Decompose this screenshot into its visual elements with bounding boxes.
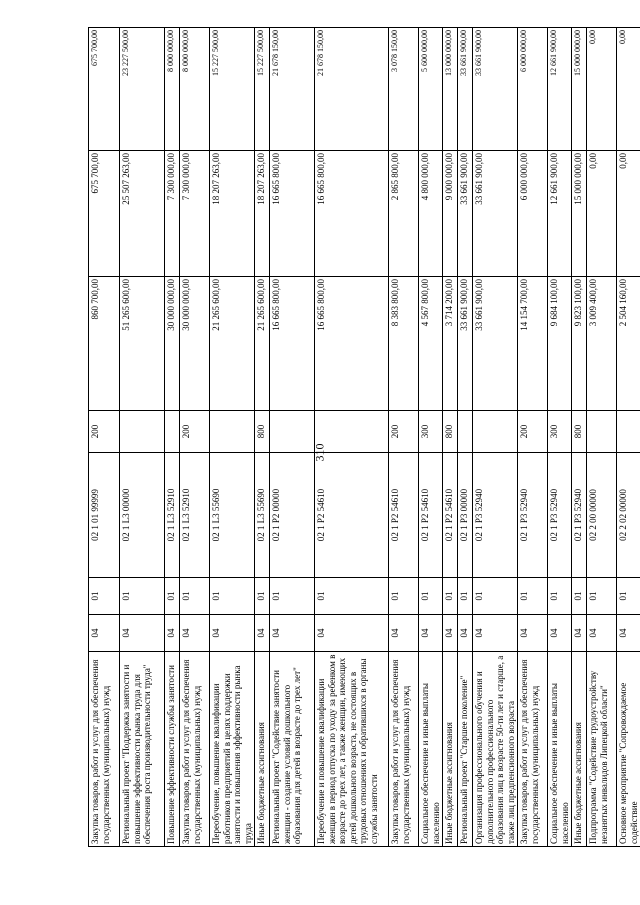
amount-year-2: 9 000 000,00 — [443, 151, 458, 277]
expense-type-code — [210, 411, 255, 453]
subsection-code: 01 — [572, 578, 587, 615]
amount-year-3: 6 000 000,00 — [518, 28, 548, 151]
amount-year-2: 33 661 900,00 — [458, 151, 473, 277]
amount-year-1: 33 661 900,00 — [473, 277, 518, 411]
amount-year-3: 15 000 000,00 — [572, 28, 587, 151]
amount-year-3: 8 000 000,00 — [180, 28, 210, 151]
subsection-code: 01 — [255, 578, 270, 615]
amount-year-1: 33 661 900,00 — [458, 277, 473, 411]
target-article-code: 02 2 02 00000 — [617, 453, 640, 578]
amount-year-2: 16 665 800,00 — [270, 151, 315, 277]
amount-year-2: 675 700,00 — [89, 151, 120, 277]
section-code: 04 — [548, 615, 572, 652]
amount-year-3: 15 227 500,00 — [255, 28, 270, 151]
section-code: 04 — [617, 615, 640, 652]
section-code: 04 — [255, 615, 270, 652]
amount-year-2: 4 800 000,00 — [419, 151, 443, 277]
amount-year-2: 0,00 — [587, 151, 617, 277]
section-code: 04 — [180, 615, 210, 652]
amount-year-1: 3 009 400,00 — [587, 277, 617, 411]
subsection-code: 01 — [419, 578, 443, 615]
target-article-code: 02 1 P2 54610 — [389, 453, 419, 578]
table-row — [473, 28, 518, 847]
target-article-code: 02 1 01 99999 — [89, 453, 120, 578]
section-code: 04 — [587, 615, 617, 652]
target-article-code: 02 1 L3 55690 — [255, 453, 270, 578]
expense-type-code — [473, 411, 518, 453]
row-name: Иные бюджетные ассигнования — [443, 652, 458, 847]
amount-year-1: 16 665 800,00 — [270, 277, 315, 411]
subsection-code: 01 — [210, 578, 255, 615]
section-code: 04 — [389, 615, 419, 652]
target-article-code: 02 2 00 00000 — [587, 453, 617, 578]
table-row — [443, 28, 458, 847]
subsection-code: 01 — [120, 578, 165, 615]
section-code: 04 — [165, 615, 180, 652]
target-article-code: 02 1 P3 52940 — [548, 453, 572, 578]
row-name: Иные бюджетные ассигнования — [572, 652, 587, 847]
table-row — [572, 28, 587, 847]
target-article-code: 02 1 P3 00000 — [458, 453, 473, 578]
table-row — [548, 28, 572, 847]
amount-year-1: 2 504 160,00 — [617, 277, 640, 411]
amount-year-3: 33 661 900,00 — [458, 28, 473, 151]
amount-year-3: 21 678 150,00 — [270, 28, 315, 151]
section-code: 04 — [473, 615, 518, 652]
subsection-code: 01 — [548, 578, 572, 615]
expense-type-code — [120, 411, 165, 453]
target-article-code: 02 1 L3 55690 — [210, 453, 255, 578]
amount-year-1: 3 714 200,00 — [443, 277, 458, 411]
target-article-code: 02 1 P2 54610 — [315, 453, 389, 578]
row-name: Иные бюджетные ассигнования — [255, 652, 270, 847]
amount-year-1: 30 000 000,00 — [165, 277, 180, 411]
table-row — [458, 28, 473, 847]
amount-year-3: 8 000 000,00 — [165, 28, 180, 151]
budget-table — [88, 27, 640, 847]
table-row — [518, 28, 548, 847]
row-name: Региональный проект "Поддержка занятости и повышение эффективности рынка труда для обеспечения роста производительности труда" — [120, 652, 165, 847]
expense-type-code — [617, 411, 640, 453]
expense-type-code — [587, 411, 617, 453]
row-name: Переобучение и повышение квалификации женщин в период отпуска по уходу за ребенком в возрасте до трех лет, а также женщин, имеющих детей дошкольного возраста, не состоящих в трудовых отношениях и обратившихся в органы службы занятости — [315, 652, 389, 847]
amount-year-3: 13 000 000,00 — [443, 28, 458, 151]
table-row — [617, 28, 640, 847]
row-name: Закупка товаров, работ и услуг для обеспечения государственных (муниципальных) нужд — [89, 652, 120, 847]
amount-year-1: 860 700,00 — [89, 277, 120, 411]
target-article-code: 02 1 P3 52940 — [518, 453, 548, 578]
amount-year-3: 675 700,00 — [89, 28, 120, 151]
section-code: 04 — [419, 615, 443, 652]
expense-type-code: 800 — [255, 411, 270, 453]
section-code: 04 — [443, 615, 458, 652]
row-name: Региональный проект "Содействие занятости женщин - создание условий дошкольного образования для детей в возрасте до трех лет" — [270, 652, 315, 847]
target-article-code: 02 1 P2 54610 — [443, 453, 458, 578]
row-name: Закупка товаров, работ и услуг для обеспечения государственных (муниципальных) нужд — [389, 652, 419, 847]
amount-year-3: 15 227 500,00 — [210, 28, 255, 151]
amount-year-1: 14 154 700,00 — [518, 277, 548, 411]
amount-year-3: 23 227 500,00 — [120, 28, 165, 151]
amount-year-2: 16 665 800,00 — [315, 151, 389, 277]
subsection-code: 01 — [89, 578, 120, 615]
amount-year-3: 33 661 900,00 — [473, 28, 518, 151]
subsection-code: 01 — [270, 578, 315, 615]
table-row — [389, 28, 419, 847]
target-article-code: 02 1 P3 52940 — [473, 453, 518, 578]
row-name: Подпрограмма "Содействие трудоустройству незанятых инвалидов Липецкой области" — [587, 652, 617, 847]
amount-year-1: 21 265 600,00 — [210, 277, 255, 411]
subsection-code: 01 — [315, 578, 389, 615]
expense-type-code: 200 — [180, 411, 210, 453]
subsection-code: 01 — [443, 578, 458, 615]
expense-type-code — [315, 411, 389, 453]
table-row — [210, 28, 255, 847]
subsection-code: 01 — [180, 578, 210, 615]
amount-year-1: 4 567 800,00 — [419, 277, 443, 411]
expense-type-code — [458, 411, 473, 453]
table-row — [315, 28, 389, 847]
subsection-code: 01 — [587, 578, 617, 615]
amount-year-2: 0,00 — [617, 151, 640, 277]
subsection-code: 01 — [165, 578, 180, 615]
amount-year-3: 21 678 150,00 — [315, 28, 389, 151]
expense-type-code: 200 — [518, 411, 548, 453]
row-name: Закупка товаров, работ и услуг для обеспечения государственных (муниципальных) нужд — [180, 652, 210, 847]
expense-type-code: 800 — [443, 411, 458, 453]
table-row — [587, 28, 617, 847]
table-body — [89, 28, 640, 847]
row-name: Организация профессионального обучения и дополнительного профессионального образования лиц в возрасте 50-ти лет и старше, а также лиц предпенсионного возраста — [473, 652, 518, 847]
row-name: Социальное обеспечение и иные выплаты населению — [548, 652, 572, 847]
expense-type-code — [270, 411, 315, 453]
subsection-code: 01 — [389, 578, 419, 615]
row-name: Закупка товаров, работ и услуг для обеспечения государственных (муниципальных) нужд — [518, 652, 548, 847]
section-code: 04 — [120, 615, 165, 652]
section-code: 04 — [572, 615, 587, 652]
amount-year-1: 21 265 600,00 — [255, 277, 270, 411]
table-row — [89, 28, 120, 847]
expense-type-code — [165, 411, 180, 453]
subsection-code: 01 — [473, 578, 518, 615]
section-code: 04 — [89, 615, 120, 652]
subsection-code: 01 — [518, 578, 548, 615]
amount-year-2: 6 000 000,00 — [518, 151, 548, 277]
section-code: 04 — [458, 615, 473, 652]
section-code: 04 — [518, 615, 548, 652]
expense-type-code: 300 — [419, 411, 443, 453]
amount-year-2: 15 000 000,00 — [572, 151, 587, 277]
target-article-code: 02 1 L3 52910 — [165, 453, 180, 578]
amount-year-2: 2 865 800,00 — [389, 151, 419, 277]
subsection-code: 01 — [617, 578, 640, 615]
expense-type-code: 300 — [548, 411, 572, 453]
section-code: 04 — [270, 615, 315, 652]
table-row — [120, 28, 165, 847]
amount-year-2: 7 300 000,00 — [180, 151, 210, 277]
target-article-code: 02 1 P2 00000 — [270, 453, 315, 578]
amount-year-2: 25 507 263,00 — [120, 151, 165, 277]
table-row — [255, 28, 270, 847]
row-name: Основное мероприятие "Сопровождаемое содействие — [617, 652, 640, 847]
subsection-code: 01 — [458, 578, 473, 615]
row-name: Переобучение, повышение квалификации работников предприятий в целях поддержки занятости и повышения эффективности рынка труда — [210, 652, 255, 847]
row-name: Региональный проект "Старшее поколение" — [458, 652, 473, 847]
row-name: Социальное обеспечение и иные выплаты населению — [419, 652, 443, 847]
target-article-code: 02 1 P2 54610 — [419, 453, 443, 578]
section-code: 04 — [315, 615, 389, 652]
table-row — [270, 28, 315, 847]
table-row — [165, 28, 180, 847]
expense-type-code: 800 — [572, 411, 587, 453]
amount-year-3: 5 600 000,00 — [419, 28, 443, 151]
amount-year-1: 16 665 800,00 — [315, 277, 389, 411]
amount-year-1: 9 684 100,00 — [548, 277, 572, 411]
amount-year-2: 33 661 900,00 — [473, 151, 518, 277]
section-code: 04 — [210, 615, 255, 652]
amount-year-1: 51 265 600,00 — [120, 277, 165, 411]
amount-year-3: 12 661 900,00 — [548, 28, 572, 151]
amount-year-1: 8 383 800,00 — [389, 277, 419, 411]
amount-year-1: 30 000 000,00 — [180, 277, 210, 411]
table-row — [180, 28, 210, 847]
amount-year-3: 0,00 — [587, 28, 617, 151]
row-name: Повышение эффективности службы занятости — [165, 652, 180, 847]
target-article-code: 02 1 P3 52940 — [572, 453, 587, 578]
amount-year-1: 9 823 100,00 — [572, 277, 587, 411]
amount-year-2: 18 207 263,00 — [210, 151, 255, 277]
amount-year-2: 18 207 263,00 — [255, 151, 270, 277]
amount-year-3: 3 078 150,00 — [389, 28, 419, 151]
amount-year-2: 7 300 000,00 — [165, 151, 180, 277]
table-row — [419, 28, 443, 847]
target-article-code: 02 1 L3 00000 — [120, 453, 165, 578]
expense-type-code: 200 — [89, 411, 120, 453]
page-number: 310 — [312, 443, 327, 462]
target-article-code: 02 1 L3 52910 — [180, 453, 210, 578]
expense-type-code: 200 — [389, 411, 419, 453]
amount-year-3: 0,00 — [617, 28, 640, 151]
amount-year-2: 12 661 900,00 — [548, 151, 572, 277]
